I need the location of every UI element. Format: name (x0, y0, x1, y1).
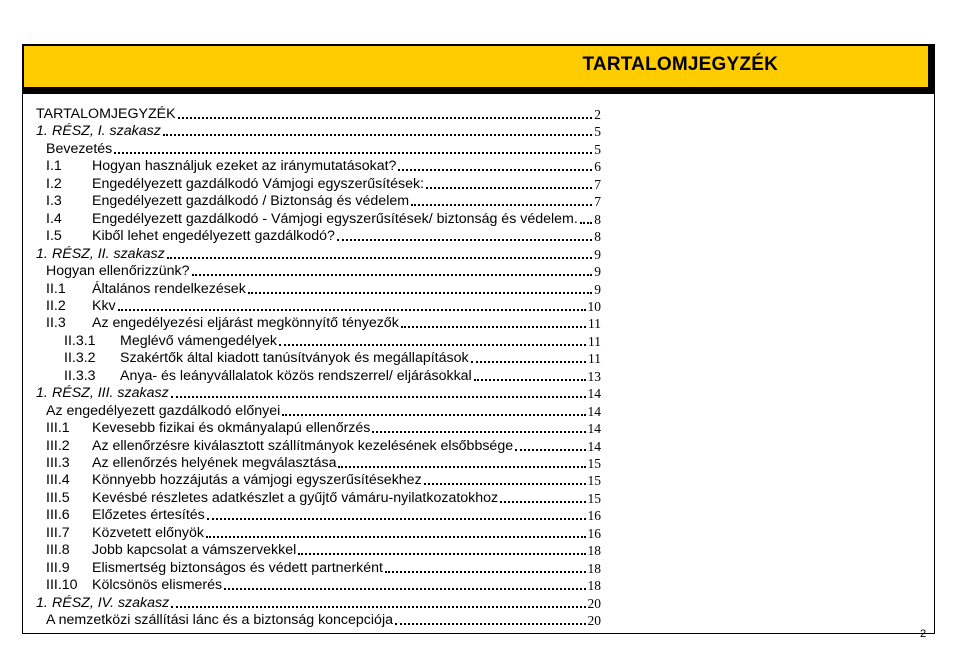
toc-entry-page: 10 (587, 298, 601, 314)
toc-entry-page: 5 (594, 124, 601, 140)
toc-entry-page: 11 (588, 351, 601, 367)
toc-entry-number: I.2 (46, 175, 62, 192)
toc-entry-label: A nemzetközi szállítási lánc és a biztonság koncepciója (46, 612, 393, 629)
dot-leader (338, 466, 585, 468)
toc-entry-page: 14 (587, 421, 601, 437)
toc-entry-page: 6 (594, 159, 601, 175)
dot-leader (424, 483, 586, 485)
toc-entry[interactable] (46, 523, 601, 542)
toc-entry-number: II.3.1 (64, 332, 96, 349)
dot-leader (167, 257, 593, 259)
toc-entry[interactable] (46, 436, 601, 455)
toc-entry-page: 14 (587, 386, 601, 402)
toc-entry[interactable] (36, 104, 601, 123)
dot-leader (337, 239, 592, 241)
dot-leader (398, 169, 592, 171)
toc-entry[interactable] (36, 383, 601, 402)
toc-entry-label: Kiből lehet engedélyezett gazdálkodó? (92, 228, 335, 245)
toc-entry-number: III.6 (46, 507, 70, 524)
toc-entry-label: Előzetes értesítés (92, 507, 205, 524)
toc-entry-label: Engedélyezett gazdálkodó / Biztonság és védelem (92, 193, 410, 210)
toc-entry-label: Kölcsönös elismerés (92, 577, 223, 594)
dot-leader (282, 414, 585, 416)
toc-entry[interactable] (64, 348, 601, 367)
page-number: 2 (920, 628, 927, 640)
toc-entry-label: Bevezetés (46, 140, 113, 157)
toc-entry-page: 20 (587, 613, 601, 629)
toc-entry-label: Meglévő vámengedélyek (120, 332, 277, 349)
toc-entry-page: 8 (594, 211, 601, 227)
toc-entry-number: III.7 (46, 524, 70, 541)
toc-entry[interactable] (46, 453, 601, 472)
dot-leader (114, 152, 592, 154)
toc-entry[interactable] (46, 401, 601, 420)
toc-entry-label: Hogyan ellenőrizzünk? (46, 263, 190, 280)
toc-entry-page: 15 (587, 473, 601, 489)
toc-entry[interactable] (46, 296, 601, 315)
toc-entry-label: Engedélyezett gazdálkodó Vámjogi egyszerűsítések: (92, 175, 425, 192)
toc-entry-page: 15 (587, 456, 601, 471)
toc-entry[interactable] (36, 593, 601, 612)
toc-entry[interactable] (46, 174, 601, 193)
dot-leader (118, 309, 586, 311)
toc-entry-label: Kkv (92, 297, 116, 314)
toc-entry-page: 13 (587, 368, 601, 384)
toc-entry-label: Könnyebb hozzájutás a vámjogi egyszerűsítésekhez (92, 472, 422, 489)
toc-entry[interactable] (46, 209, 601, 228)
toc-entry-page: 11 (588, 333, 601, 349)
toc-entry-number: III.9 (46, 559, 70, 576)
toc-entry-page: 14 (587, 438, 601, 454)
toc-entry-number: 1. (36, 385, 48, 402)
toc-entry-label: Az ellenőrzésre kiválasztott szállítmányok kezelésének elsőbbsége (92, 437, 514, 454)
toc-entry-number: III.5 (46, 489, 70, 506)
toc-entry[interactable] (46, 488, 601, 507)
toc-entry-page: 5 (594, 141, 601, 157)
dot-leader (372, 431, 585, 433)
toc-entry-number: II.1 (46, 280, 66, 297)
toc-entry-page: 20 (587, 595, 601, 611)
toc-entry-label: Kevésbé részletes adatkészlet a gyűjtő vámáru-nyilatkozatokhoz (92, 489, 499, 506)
dot-leader (207, 518, 586, 520)
dot-leader (426, 187, 592, 189)
toc-entry-number: I.3 (46, 193, 62, 210)
toc-title: TARTALOMJEGYZÉK (582, 54, 778, 75)
toc-title-bar (22, 44, 935, 94)
toc-entry-page: 16 (587, 508, 601, 524)
toc-entry-page: 14 (587, 403, 601, 419)
toc-entry-label: TARTALOMJEGYZÉK (36, 106, 176, 122)
dot-leader (471, 361, 586, 363)
dot-leader (298, 553, 585, 555)
toc-entry-number: 1. (36, 123, 48, 140)
toc-entry[interactable] (46, 540, 601, 559)
toc-entry[interactable] (46, 261, 601, 280)
toc-entry-label: Közvetett előnyök (92, 524, 204, 541)
toc-entry[interactable] (46, 470, 601, 489)
toc-entry-label: Kevesebb fizikai és okmányalapú ellenőrzés (92, 420, 371, 437)
toc-entry[interactable] (36, 244, 601, 263)
toc-entry-number: III.1 (46, 420, 70, 437)
dot-leader (385, 571, 586, 573)
toc-entry-number: III.2 (46, 437, 70, 454)
dot-leader (171, 606, 585, 608)
toc-entry-page: 18 (587, 578, 601, 594)
dot-leader (395, 623, 586, 625)
toc-entry-page: 9 (594, 281, 601, 297)
toc-entry-page: 9 (594, 246, 601, 262)
toc-entry-label: Hogyan használjuk ezeket az iránymutatásokat? (92, 158, 397, 175)
toc-entry-label: RÉSZ, IV. szakasz (52, 594, 170, 611)
toc-entry-number: 1. (36, 594, 48, 611)
toc-entry[interactable] (46, 279, 601, 298)
toc-entry-label: RÉSZ, II. szakasz (52, 245, 165, 262)
toc-entry[interactable] (46, 226, 601, 245)
toc-entry-page: 2 (594, 107, 601, 122)
toc-entry-number: III.3 (46, 455, 70, 471)
toc-entry-page: 9 (594, 264, 601, 280)
toc-entry-page: 11 (588, 316, 601, 332)
toc-entry-page: 8 (594, 229, 601, 245)
toc-entry-label: RÉSZ, I. szakasz (52, 123, 161, 140)
toc-entry[interactable] (64, 331, 601, 350)
toc-entry[interactable] (64, 366, 601, 385)
toc-entry-number: III.4 (46, 472, 70, 489)
toc-entry-number: II.2 (46, 297, 66, 314)
dot-leader (248, 292, 592, 294)
toc-entry[interactable] (46, 313, 601, 332)
toc-entry-label: Az ellenőrzés helyének megválasztása (92, 455, 337, 471)
toc-entry-page: 16 (587, 525, 601, 541)
toc-entry-number: I.1 (46, 158, 62, 175)
toc-entry[interactable] (46, 610, 601, 629)
toc-entry-label: RÉSZ, III. szakasz (52, 385, 169, 402)
toc-entry[interactable] (46, 418, 601, 437)
dot-leader (206, 536, 586, 538)
toc-entry-label: Jobb kapcsolat a vámszervekkel (92, 542, 297, 559)
toc-entry[interactable] (46, 505, 601, 524)
toc-entry-page: 18 (587, 543, 601, 559)
toc-entry-number: III.10 (46, 577, 78, 594)
toc-entry-number: I.5 (46, 228, 62, 245)
toc-entry-page: 7 (594, 194, 601, 210)
toc-entry-number: 1. (36, 245, 48, 262)
dot-leader (178, 117, 593, 119)
toc-entry-label: Az engedélyezett gazdálkodó előnyei (46, 402, 281, 419)
toc-entry[interactable] (46, 575, 601, 594)
toc-entry-label: Anya- és leányvállalatok közös rendszerrel/ eljárásokkal (120, 367, 472, 384)
toc-entry-page: 7 (594, 176, 601, 192)
toc-entry-label: Engedélyezett gazdálkodó - Vámjogi egyszerűsítések/ biztonság és védelem. (92, 210, 578, 227)
dot-leader (279, 344, 586, 346)
dot-leader (192, 274, 593, 276)
toc-entry-number: II.3.2 (64, 350, 96, 367)
toc-entry-number: I.4 (46, 210, 62, 227)
toc-entry[interactable] (46, 156, 601, 175)
dot-leader (401, 326, 586, 328)
dot-leader (580, 222, 592, 224)
toc-entry[interactable] (46, 139, 601, 158)
dot-leader (163, 134, 592, 136)
dot-leader (171, 396, 586, 398)
dot-leader (500, 501, 585, 503)
toc-entry[interactable] (36, 121, 601, 140)
dot-leader (411, 204, 592, 206)
toc-entry-number: II.3 (46, 315, 66, 332)
dot-leader (474, 379, 586, 381)
toc-entry-number: II.3.3 (64, 367, 96, 384)
toc-entry-page: 18 (587, 560, 601, 576)
toc-entry[interactable] (46, 191, 601, 210)
dot-leader (224, 588, 585, 590)
toc-entry-label: Elismertség biztonságos és védett partnerként (92, 559, 383, 576)
dot-leader (515, 449, 585, 451)
toc-entry-label: Szakértők által kiadott tanúsítványok és megállapítások (120, 350, 469, 367)
toc-entry[interactable] (46, 558, 601, 577)
toc-entry-page: 15 (587, 490, 601, 506)
toc-entry-number: III.8 (46, 542, 70, 559)
toc-entry-label: Általános rendelkezések (92, 280, 246, 297)
toc-entry-label: Az engedélyezési eljárást megkönnyítő tényezők (92, 315, 399, 332)
